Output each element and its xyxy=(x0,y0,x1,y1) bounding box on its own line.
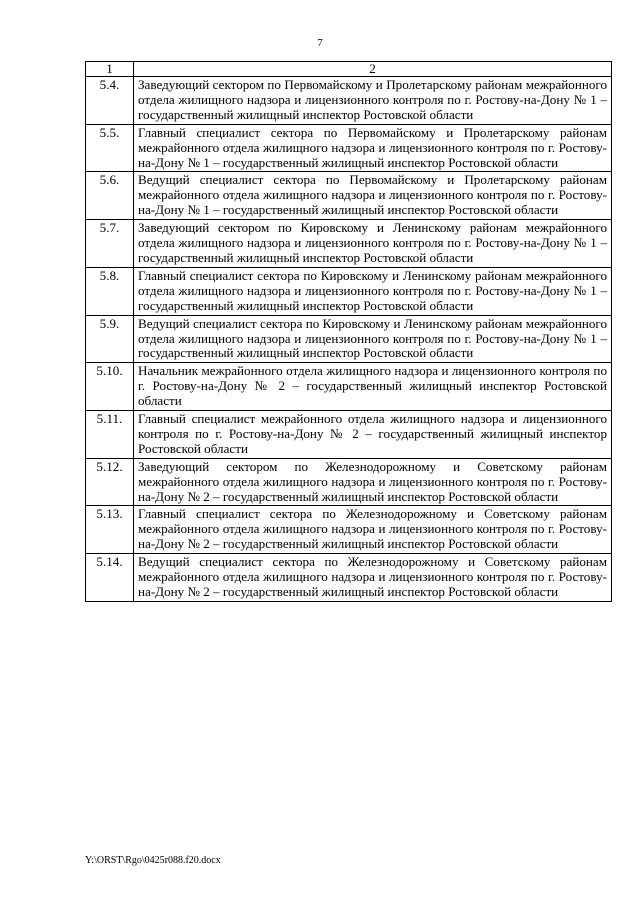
table-header-row xyxy=(86,62,612,77)
row-position-title: Главный специалист сектора по Первомайскому и Пролетарскому районам межрайонного отдела жилищного надзора и лицензионного контроля по г. Ростову-на-Дону № 1 – государственный жилищный инспектор Ростовской области xyxy=(134,124,612,172)
row-number: 5.4. xyxy=(86,77,134,125)
row-position-title: Заведующий сектором по Кировскому и Ленинскому районам межрайонного отдела жилищного надзора и лицензионного контроля по г. Ростову-на-Дону № 1 – государственный жилищный инспектор Ростовской области xyxy=(134,220,612,268)
table-row xyxy=(86,411,612,459)
row-position-title: Главный специалист сектора по Кировскому и Ленинскому районам межрайонного отдела жилищного надзора и лицензионного контроля по г. Ростову-на-Дону № 1 – государственный жилищный инспектор Ростовской области xyxy=(134,267,612,315)
table-row xyxy=(86,172,612,220)
row-number: 5.12. xyxy=(86,458,134,506)
row-number: 5.6. xyxy=(86,172,134,220)
row-position-title: Начальник межрайонного отдела жилищного надзора и лицензионного контроля по г. Ростову-на-Дону № 2 – государственный жилищный инспектор Ростовской области xyxy=(134,363,612,411)
header-cell-text: 2 xyxy=(134,62,612,77)
positions-table xyxy=(85,61,612,602)
row-number: 5.14. xyxy=(86,554,134,602)
row-position-title: Главный специалист сектора по Железнодорожному и Советскому районам межрайонного отдела жилищного надзора и лицензионного контроля по г. Ростову-на-Дону № 2 – государственный жилищный инспектор Ростовской области xyxy=(134,506,612,554)
row-number: 5.10. xyxy=(86,363,134,411)
table-row xyxy=(86,554,612,602)
row-position-title: Ведущий специалист сектора по Железнодорожному и Советскому районам межрайонного отдела жилищного надзора и лицензионного контроля по г. Ростову-на-Дону № 2 – государственный жилищный инспектор Ростовской области xyxy=(134,554,612,602)
table-row xyxy=(86,77,612,125)
table-row xyxy=(86,124,612,172)
row-position-title: Заведующий сектором по Железнодорожному и Советскому районам межрайонного отдела жилищного надзора и лицензионного контроля по г. Ростову-на-Дону № 2 – государственный жилищный инспектор Ростовской области xyxy=(134,458,612,506)
row-number: 5.13. xyxy=(86,506,134,554)
row-position-title: Ведущий специалист сектора по Кировскому и Ленинскому районам межрайонного отдела жилищного надзора и лицензионного контроля по г. Ростову-на-Дону № 1 – государственный жилищный инспектор Ростовской области xyxy=(134,315,612,363)
row-position-title: Заведующий сектором по Первомайскому и Пролетарскому районам межрайонного отдела жилищного надзора и лицензионного контроля по г. Ростову-на-Дону № 1 – государственный жилищный инспектор Ростовской области xyxy=(134,77,612,125)
table-body xyxy=(86,62,612,602)
row-position-title: Ведущий специалист сектора по Первомайскому и Пролетарскому районам межрайонного отдела жилищного надзора и лицензионного контроля по г. Ростову-на-Дону № 1 – государственный жилищный инспектор Ростовской области xyxy=(134,172,612,220)
footer-file-path: Y:\ORST\Rgo\0425r088.f20.docx xyxy=(85,855,221,866)
row-number: 5.5. xyxy=(86,124,134,172)
table-row xyxy=(86,267,612,315)
table-row xyxy=(86,315,612,363)
table-row xyxy=(86,363,612,411)
row-number: 5.7. xyxy=(86,220,134,268)
table-row xyxy=(86,506,612,554)
row-number: 5.11. xyxy=(86,411,134,459)
header-cell-number: 1 xyxy=(86,62,134,77)
table-row xyxy=(86,220,612,268)
table-row xyxy=(86,458,612,506)
page-number: 7 xyxy=(317,37,323,49)
row-number: 5.8. xyxy=(86,267,134,315)
row-number: 5.9. xyxy=(86,315,134,363)
row-position-title: Главный специалист межрайонного отдела жилищного надзора и лицензионного контроля по г. Ростову-на-Дону № 2 – государственный жилищный инспектор Ростовской области xyxy=(134,411,612,459)
